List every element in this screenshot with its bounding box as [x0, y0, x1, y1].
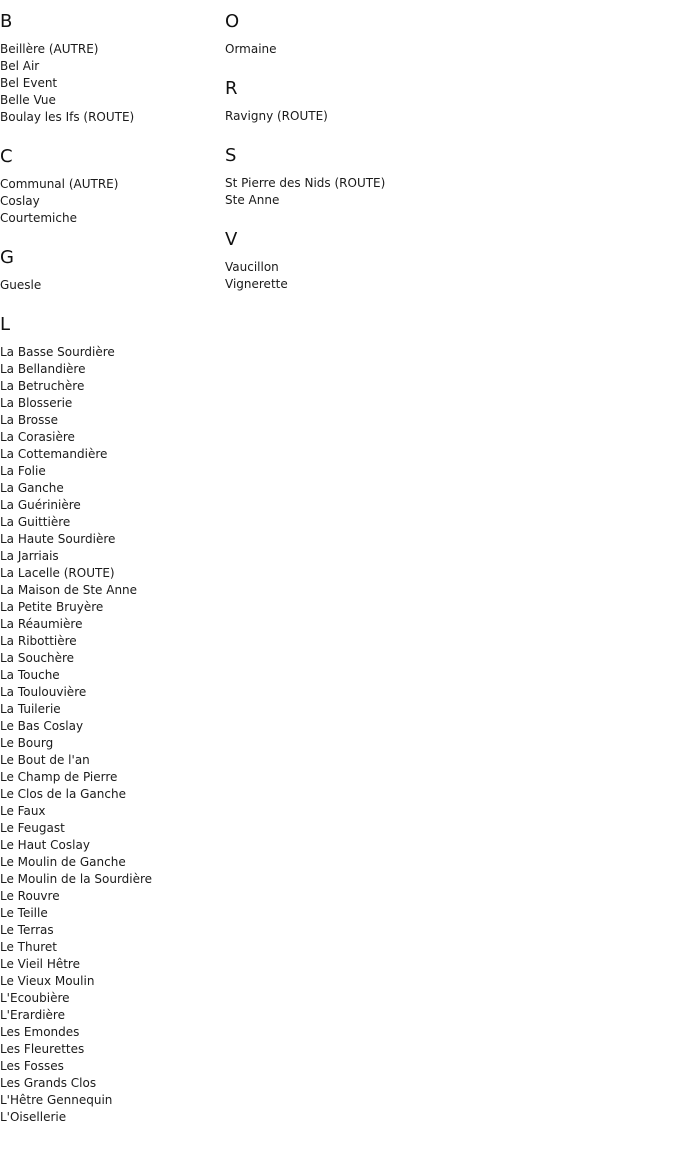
place-link-le-clos-de-la-ganche[interactable]: Le Clos de la Ganche [0, 787, 126, 801]
place-link-la-folie[interactable]: La Folie [0, 464, 46, 478]
letter-heading: C [0, 146, 13, 167]
place-link-beillere-autre[interactable]: Beillère (AUTRE) [0, 42, 99, 56]
place-link-ravigny-route[interactable]: Ravigny (ROUTE) [225, 109, 328, 123]
place-link-belle-vue[interactable]: Belle Vue [0, 93, 56, 107]
place-link-ste-anne[interactable]: Ste Anne [225, 193, 280, 207]
letter-heading: S [225, 145, 237, 166]
place-link-la-reaumiere[interactable]: La Réaumière [0, 617, 83, 631]
place-link-la-gueriniere[interactable]: La Guérinière [0, 498, 81, 512]
place-link-la-ganche[interactable]: La Ganche [0, 481, 64, 495]
letter-section-c [0, 146, 225, 227]
place-link-la-basse-sourdiere[interactable]: La Basse Sourdière [0, 345, 115, 359]
letter-section-v [225, 229, 665, 293]
place-link-le-teille[interactable]: Le Teille [0, 906, 48, 920]
place-link-la-ribottiere[interactable]: La Ribottière [0, 634, 77, 648]
place-link-les-fosses[interactable]: Les Fosses [0, 1059, 64, 1073]
letter-section-s [225, 145, 665, 209]
place-link-coslay[interactable]: Coslay [0, 194, 40, 208]
letter-heading: O [225, 11, 240, 32]
place-link-l-ecoubiere[interactable]: L'Ecoubière [0, 991, 70, 1005]
letter-heading: B [0, 11, 13, 32]
place-link-le-feugast[interactable]: Le Feugast [0, 821, 65, 835]
place-link-vignerette[interactable]: Vignerette [225, 277, 288, 291]
place-link-la-cottemandiere[interactable]: La Cottemandière [0, 447, 108, 461]
letter-section-g [0, 247, 225, 294]
place-link-le-faux[interactable]: Le Faux [0, 804, 46, 818]
place-link-la-corasiere[interactable]: La Corasière [0, 430, 75, 444]
place-link-la-lacelle-route[interactable]: La Lacelle (ROUTE) [0, 566, 115, 580]
place-link-la-jarriais[interactable]: La Jarriais [0, 549, 59, 563]
letter-heading: L [0, 314, 11, 335]
right-column [225, 0, 665, 313]
place-link-la-brosse[interactable]: La Brosse [0, 413, 58, 427]
place-link-les-emondes[interactable]: Les Emondes [0, 1025, 80, 1039]
place-link-les-fleurettes[interactable]: Les Fleurettes [0, 1042, 85, 1056]
place-link-la-guittiere[interactable]: La Guittière [0, 515, 71, 529]
place-link-le-moulin-de-la-sourdiere[interactable]: Le Moulin de la Sourdière [0, 872, 153, 886]
place-link-communal-autre[interactable]: Communal (AUTRE) [0, 177, 119, 191]
place-link-l-oisellerie[interactable]: L'Oisellerie [0, 1110, 67, 1124]
place-link-la-bellandiere[interactable]: La Bellandière [0, 362, 86, 376]
place-link-le-bourg[interactable]: Le Bourg [0, 736, 54, 750]
letter-section-o [225, 11, 665, 58]
place-link-vaucillon[interactable]: Vaucillon [225, 260, 279, 274]
place-link-la-tuilerie[interactable]: La Tuilerie [0, 702, 61, 716]
place-link-le-bas-coslay[interactable]: Le Bas Coslay [0, 719, 84, 733]
place-link-l-hetre-gennequin[interactable]: L'Hêtre Gennequin [0, 1093, 113, 1107]
place-link-le-rouvre[interactable]: Le Rouvre [0, 889, 60, 903]
place-link-bel-event[interactable]: Bel Event [0, 76, 58, 90]
place-link-courtemiche[interactable]: Courtemiche [0, 211, 77, 225]
place-link-la-blosserie[interactable]: La Blosserie [0, 396, 73, 410]
place-link-la-souchere[interactable]: La Souchère [0, 651, 75, 665]
place-link-la-maison-de-ste-anne[interactable]: La Maison de Ste Anne [0, 583, 138, 597]
letter-section-l [0, 314, 225, 1126]
place-link-la-betruchere[interactable]: La Betruchère [0, 379, 85, 393]
letter-heading: V [225, 229, 238, 250]
place-link-le-vieux-moulin[interactable]: Le Vieux Moulin [0, 974, 95, 988]
place-link-le-terras[interactable]: Le Terras [0, 923, 54, 937]
place-link-le-champ-de-pierre[interactable]: Le Champ de Pierre [0, 770, 118, 784]
letter-section-r [225, 78, 665, 125]
place-link-le-haut-coslay[interactable]: Le Haut Coslay [0, 838, 90, 852]
place-link-le-bout-de-l-an[interactable]: Le Bout de l'an [0, 753, 90, 767]
place-link-le-moulin-de-ganche[interactable]: Le Moulin de Ganche [0, 855, 126, 869]
place-link-boulay-les-ifs-route[interactable]: Boulay les Ifs (ROUTE) [0, 110, 135, 124]
place-link-le-thuret[interactable]: Le Thuret [0, 940, 57, 954]
place-link-ormaine[interactable]: Ormaine [225, 42, 277, 56]
place-link-la-toulouviere[interactable]: La Toulouvière [0, 685, 87, 699]
place-link-l-erardiere[interactable]: L'Erardière [0, 1008, 65, 1022]
place-link-la-haute-sourdiere[interactable]: La Haute Sourdière [0, 532, 116, 546]
place-link-bel-air[interactable]: Bel Air [0, 59, 40, 73]
place-link-les-grands-clos[interactable]: Les Grands Clos [0, 1076, 97, 1090]
place-link-le-vieil-hetre[interactable]: Le Vieil Hêtre [0, 957, 80, 971]
letter-heading: R [225, 78, 238, 99]
place-link-la-petite-bruyere[interactable]: La Petite Bruyère [0, 600, 104, 614]
letter-heading: G [0, 247, 14, 268]
place-link-guesle[interactable]: Guesle [0, 278, 42, 292]
place-link-la-touche[interactable]: La Touche [0, 668, 60, 682]
left-column [0, 0, 225, 1146]
place-link-st-pierre-des-nids-route[interactable]: St Pierre des Nids (ROUTE) [225, 176, 386, 190]
letter-section-b [0, 11, 225, 126]
